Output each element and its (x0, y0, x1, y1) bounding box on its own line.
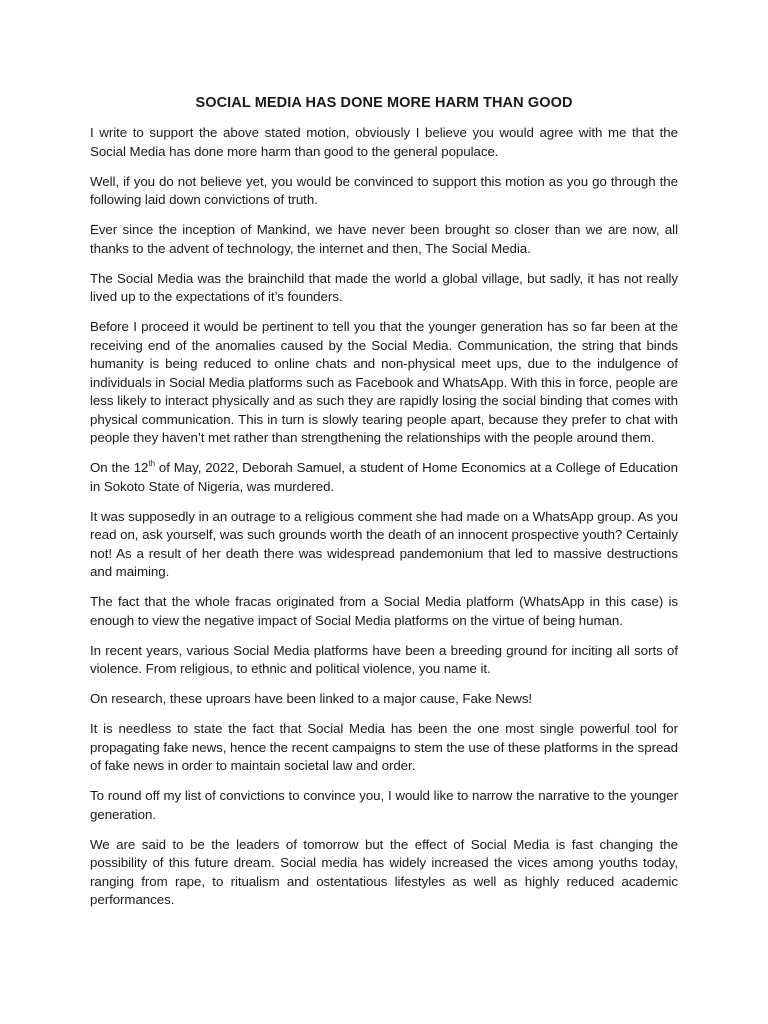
paragraph-2: Well, if you do not believe yet, you would be convinced to support this motion as you go through the following laid down convictions of truth. (90, 173, 678, 207)
paragraph-11: It is needless to state the fact that Social Media has been the one most single powerful tool for propagating fake news, hence the recent campaigns to stem the use of these platforms in the spread of fake news in order to maintain societal law and order. (90, 721, 678, 773)
document-title: SOCIAL MEDIA HAS DONE MORE HARM THAN GOOD (195, 95, 573, 111)
paragraph-9: In recent years, various Social Media platforms have been a breeding ground for inciting all sorts of violence. From religious, to ethnic and political violence, you name it. (90, 642, 678, 676)
paragraph-4: The Social Media was the brainchild that made the world a global village, but sadly, it has not really lived up to the expectations of it’s founders. (90, 270, 678, 304)
paragraph-1: I write to support the above stated motion, obviously I believe you would agree with me that the Social Media has done more harm than good to the general populace. (90, 125, 678, 159)
paragraph-6-start: On the 12 (90, 460, 149, 475)
paragraph-6 (90, 459, 678, 496)
ordinal-suffix: th (148, 459, 155, 468)
paragraph-13: We are said to be the leaders of tomorrow but the effect of Social Media is fast changing the possibility of this future dream. Social media has widely increased the vices among youths today, ranging from rape, to ritualism and ostentatious lifestyles as well as highly reduced academic performances. (90, 836, 678, 907)
paragraph-3: Ever since the inception of Mankind, we have never been brought so closer than we are now, all thanks to the advent of technology, the internet and then, The Social Media. (90, 222, 678, 256)
paragraph-6-end: of May, 2022, Deborah Samuel, a student of Home Economics at a College of Education in Sokoto State of Nigeria, was murdered. (90, 460, 678, 494)
paragraph-8: The fact that the whole fracas originated from a Social Media platform (WhatsApp in this case) is enough to view the negative impact of Social Media platforms on the virtue of being human. (90, 594, 678, 628)
document-page (90, 94, 678, 921)
paragraph-12: To round off my list of convictions to convince you, I would like to narrow the narrative to the younger generation. (90, 788, 678, 822)
paragraph-5: Before I proceed it would be pertinent to tell you that the younger generation has so far been at the receiving end of the anomalies caused by the Social Media. Communication, the string that binds humanity is being reduced to online chats and non-physical meet ups, due to the indulgence of individuals in Social Media platforms such as Facebook and WhatsApp. With this in force, people are less likely to interact physically and as such they are rapidly losing the social binding that comes with physical communication. This in turn is slowly tearing people apart, because they prefer to chat with people they haven’t met rather than strengthening the relationships with the people around them. (90, 319, 678, 445)
paragraph-7: It was supposedly in an outrage to a religious comment she had made on a WhatsApp group. As you read on, ask yourself, was such grounds worth the death of an innocent prospective youth? Certainly not! As a result of her death there was widespread pandemonium that led to massive destructions and maiming. (90, 508, 678, 579)
paragraph-10: On research, these uproars have been linked to a major cause, Fake News! (90, 691, 533, 706)
